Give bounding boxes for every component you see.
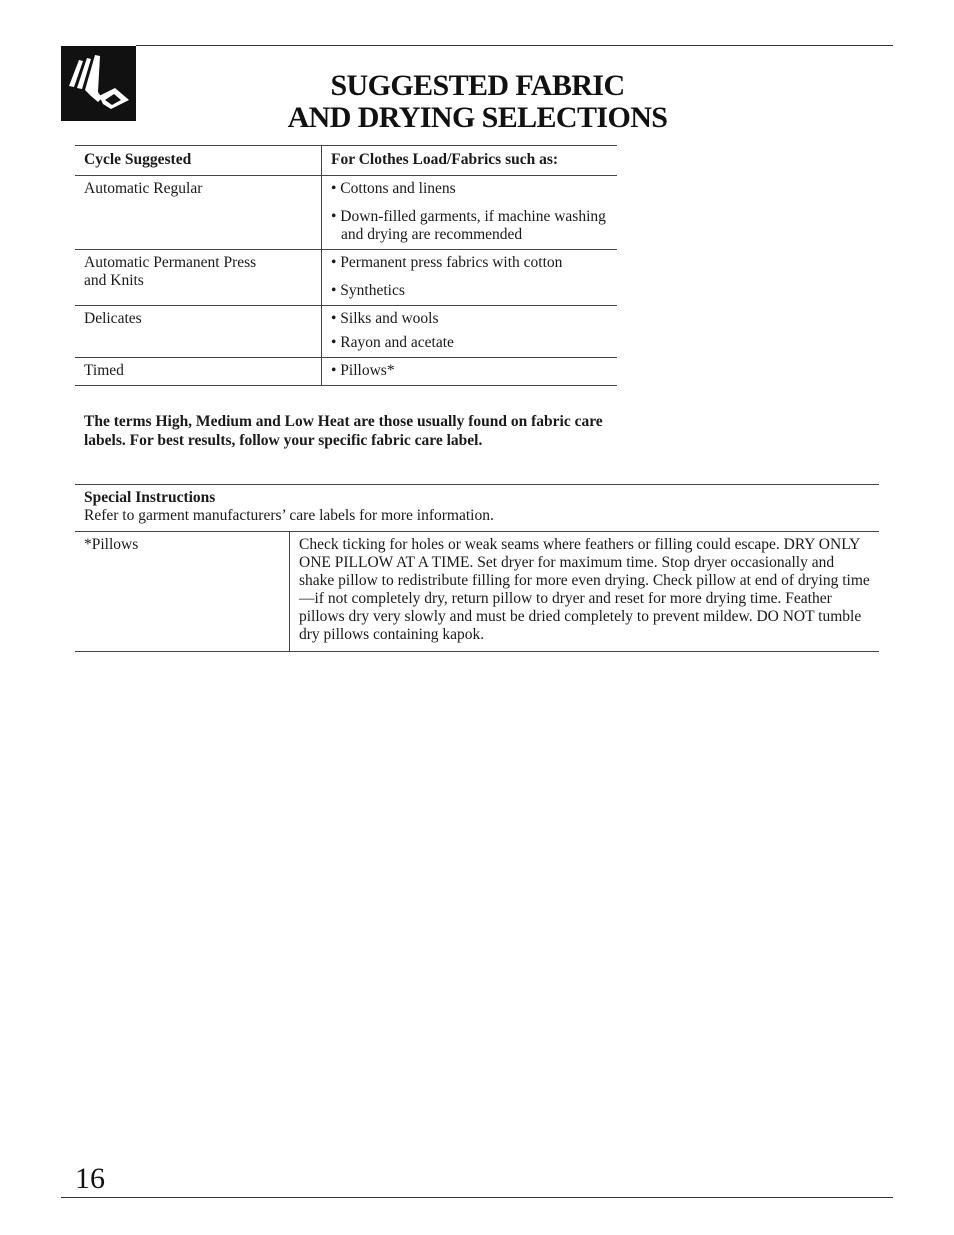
special-instructions-table	[75, 484, 879, 652]
instruction-item: *Pillows	[75, 532, 290, 652]
fabric-list	[322, 176, 618, 250]
fabric-list	[322, 358, 618, 386]
page-number: 16	[75, 1162, 105, 1195]
cycle-name: Delicates	[75, 306, 322, 358]
fabric-item: • Down-filled garments, if machine washing and drying are recommended	[331, 208, 606, 243]
heat-note: The terms High, Medium and Low Heat are those usually found on fabric care labels. For best results, follow your specific fabric care label.	[84, 413, 603, 449]
fabric-list	[322, 306, 618, 358]
special-instructions-header-row	[75, 485, 879, 532]
cycle-name: Automatic Permanent Press and Knits	[75, 250, 322, 306]
fabric-item: • Cottons and linens	[331, 180, 456, 197]
table-row	[75, 532, 879, 652]
special-instructions-header	[75, 485, 879, 532]
fabric-list	[322, 250, 618, 306]
column-header-fabrics: For Clothes Load/Fabrics such as:	[322, 146, 618, 176]
table-row	[75, 358, 617, 386]
instruction-text: Check ticking for holes or weak seams where feathers or filling could escape. DRY ONLY ONE PILLOW AT A TIME. Set dryer for maximum time. Stop dryer occasionally and shake pillow to redistribute filling for more even drying. Check pillow at end of drying time—if not completely dry, return pillow to dryer and reset for more drying time. Feather pillows dry very slowly and must be dried completely to prevent mildew. DO NOT tumble dry pillows containing kapok.	[290, 532, 880, 652]
top-rule	[136, 45, 893, 46]
cycle-name: Timed	[75, 358, 322, 386]
column-header-cycle: Cycle Suggested	[75, 146, 322, 176]
special-instructions-subheading: Refer to garment manufacturers’ care labels for more information.	[84, 507, 494, 524]
cycle-name: Automatic Regular	[75, 176, 322, 250]
table-row	[75, 176, 617, 250]
page-title	[240, 70, 715, 134]
table-row	[75, 306, 617, 358]
page-title-line-1: SUGGESTED FABRIC	[330, 69, 625, 102]
hand-pointing-icon	[61, 46, 136, 121]
cycles-table	[75, 145, 617, 386]
fabric-item: • Rayon and acetate	[331, 334, 454, 351]
fabric-item: • Synthetics	[331, 282, 405, 299]
page-title-line-2: AND DRYING SELECTIONS	[287, 101, 668, 134]
fabric-item: • Pillows*	[331, 362, 395, 379]
table-header-row	[75, 146, 617, 176]
table-row	[75, 250, 617, 306]
special-instructions-heading: Special Instructions	[84, 489, 216, 506]
fabric-item: • Silks and wools	[331, 310, 439, 327]
bottom-rule	[61, 1197, 893, 1198]
fabric-item: • Permanent press fabrics with cotton	[331, 254, 563, 271]
